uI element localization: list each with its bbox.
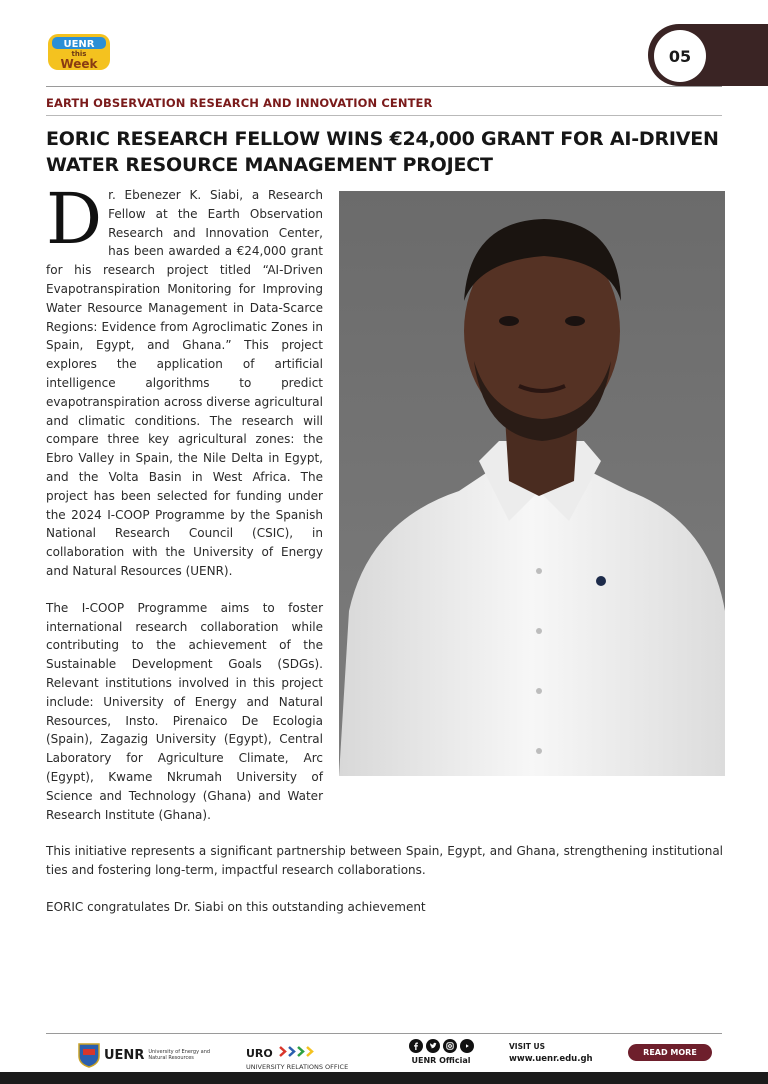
read-more-button[interactable]: READ MORE [628, 1044, 712, 1061]
footer-uro [246, 1042, 348, 1071]
article-body [46, 178, 723, 935]
footer-uenr-logo [78, 1040, 210, 1070]
youtube-icon[interactable] [460, 1039, 474, 1053]
footer-uenr-word: UENR [104, 1047, 145, 1063]
article-paragraph: EORIC congratulates Dr. Siabi on this outstanding achievement [46, 899, 426, 914]
svg-text:UENR: UENR [63, 39, 95, 50]
svg-text:this: this [71, 50, 87, 58]
uro-word: URO [246, 1047, 273, 1060]
visit-label: VISIT US [509, 1042, 546, 1051]
page-number: 05 [654, 30, 706, 82]
article-headline: EORIC RESEARCH FELLOW WINS €24,000 GRANT FOR AI-DRIVEN WATER RESOURCE MANAGEMENT PROJECT [46, 128, 719, 176]
footer-divider [46, 1033, 722, 1034]
section-divider [46, 115, 722, 116]
twitter-icon[interactable] [426, 1039, 440, 1053]
article-paragraph: Dr. Ebenezer K. Siabi, a Research Fellow at the Earth Observation Research and Innovation Center, has been awarded a €24,000 grant for his research project titled “AI-Driven Evapotranspiration Monitoring for Improving Water Resource Management in Data-Scarce Regions: Evidence from Agroclimatic Zones in Spain, Egypt, and Ghana.” This project explores the application of artificial intelligence algorithms to predict evapotranspiration across diverse agricultural and climatic conditions. The research will compare three key agricultural zones: the Ebro Valley in Spain, the Nile Delta in Egypt, and the Volta Basin in West Africa. The project has been selected for funding under the 2024 I-COOP Programme by the Spanish National Research Council (CSIC), in collaboration with the University of Energy and Natural Resources (UENR). [46, 178, 323, 578]
visit-url-link[interactable]: www.uenr.edu.gh [509, 1054, 593, 1064]
photo-float-spacer [323, 186, 723, 804]
footer-visit [509, 1042, 593, 1064]
svg-text:Week: Week [60, 57, 98, 71]
uenr-this-week-logo [44, 28, 114, 76]
article-paragraph: The I-COOP Programme aims to foster international research collaboration while contributing to the achievement of the Sustainable Development Goals (SDGs). Relevant institutions involved in this project include: University of Energy and Natural Resources, Insto. Pirenaico De Ecologia (Spain), Zagazig University (Egypt), Central Laboratory for Agriculture Climate, Arc (Egypt), Kwame Nkrumah University of Science and Technology (Ghana) and Water Research Institute (Ghana). [46, 600, 323, 822]
footer-social [399, 1039, 483, 1065]
chevrons-icon [278, 1046, 324, 1057]
uenr-crest-icon [78, 1042, 100, 1068]
section-label: EARTH OBSERVATION RESEARCH AND INNOVATION CENTER [46, 96, 433, 110]
article-paragraph: This initiative represents a significant partnership between Spain, Egypt, and Ghana, strengthening institutional ties and fostering long-term, impactful research collaborations. [46, 844, 723, 878]
instagram-icon[interactable] [443, 1039, 457, 1053]
uro-subtitle: UNIVERSITY RELATIONS OFFICE [246, 1063, 349, 1071]
facebook-icon[interactable] [409, 1039, 423, 1053]
drop-cap: D [46, 178, 103, 260]
bottom-bar [0, 1072, 768, 1084]
footer-uenr-subtitle: University of Energy and Natural Resources [148, 1049, 211, 1061]
header-divider [46, 86, 722, 87]
social-handle: UENR Official [411, 1056, 471, 1065]
